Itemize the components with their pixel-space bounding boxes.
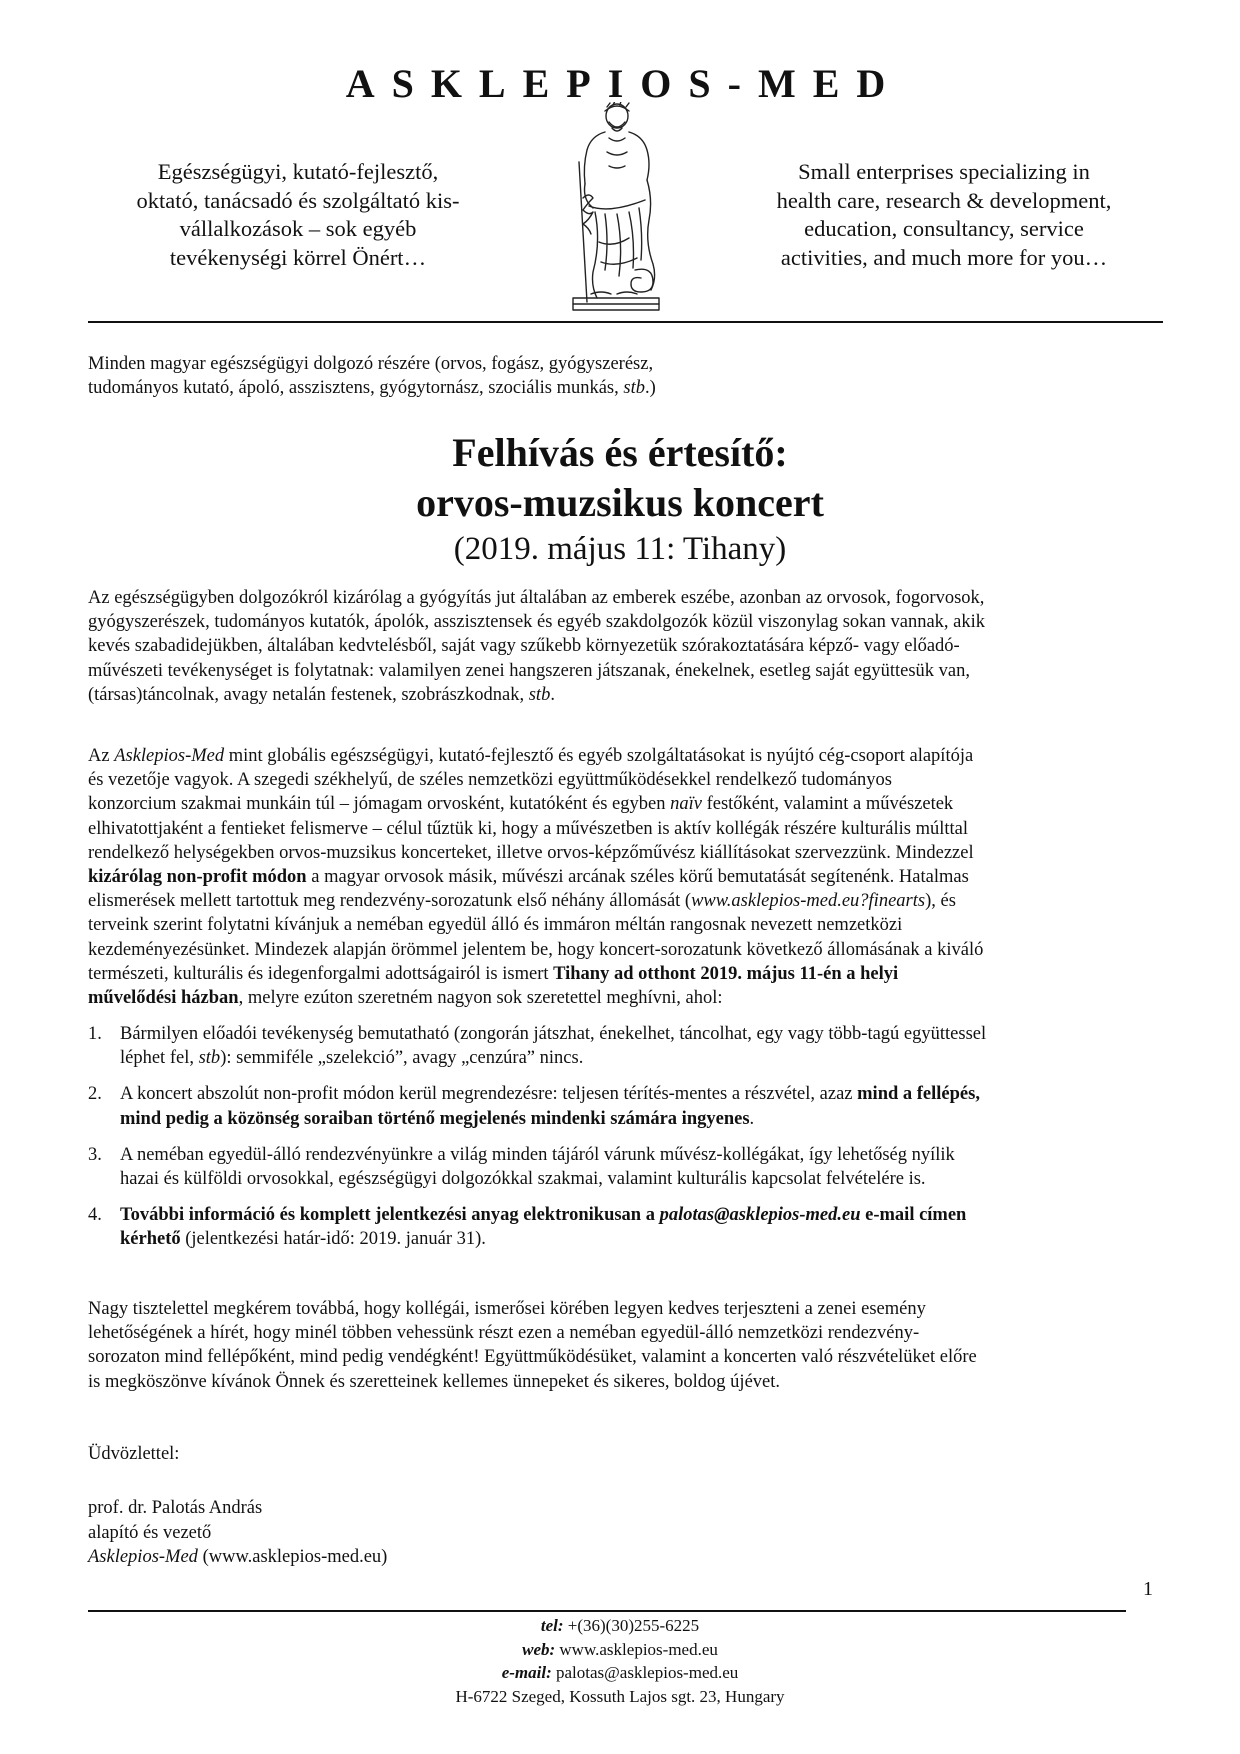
- paragraph-intro: Az egészségügyben dolgozókról kizárólag a gyógyítás jut általában az emberek eszébe, azonban az orvosok, fogorvosok, gyógyszerészek, tudományos kutatók, ápolók, asszisztensek és egyéb szakdolgozók közül viszonylag sokan vannak, akik kevés szabadidejükben, általában kedvtelésből, saját vagy szűkebb környezetük szórakoztatására képző- vagy előadó- művészeti tevékenységet is folytatnak: valamilyen zenei hangszeren játszanak, énekelnek, esetleg saját együttesük van, (társas)táncolnak, avagy netalán festenek, szobrászkodnak, stb.: [88, 588, 986, 705]
- paragraph-organization: Az Asklepios-Med mint globális egészségügyi, kutató-fejlesztő és egyéb szolgáltatásokat is nyújtó cég-csoport alapítója és vezetője vagyok. A szegedi székhelyű, de széles nemzetközi együttműködésekkel rendelkező tudományos konzorcium szakmai munkáin túl – jómagam orvosként, kutatóként és egyben naïv festőként, valamint a művészetek elhivatottjaként a fentieket felismerve – célul tűztük ki, hogy a művészetben is aktív kollégák részére kulturális múlttal rendelkező helységekben orvos-muzsikus koncerteket, illetve orvos-képzőművész kiállításokat szervezzünk. Mindezzel kizárólag non-profit módon a magyar orvosok másik, művészi arcának széles körű bemutatását segítenénk. Hatalmas elismerések mellett tartottuk meg rendezvény-sorozatunk első néhány állomását (www.asklepios-med.eu?finearts), és terveink szerint folytatni kívánjuk a neméban egyedül álló és immáron méltán rangosnak nevezett nemzetközi kezdeményezésünket. Mindezek alapján örömmel jelentem be, hogy koncert-sorozatunk következő állomásának a kiváló természeti, kulturális és idegenforgalmi adottságairól is ismert Tihany ad otthont 2019. május 11-én a helyi művelődési házban, melyre ezúton szeretném nagyon sok szeretettel meghívni, ahol:: [88, 746, 984, 1009]
- tagline-line: health care, research & development,: [776, 187, 1112, 213]
- audience-line: Minden magyar egészségügyi dolgozó részére (orvos, fogász, gyógyszerész,: [88, 354, 654, 374]
- asklepios-statue-icon: [565, 102, 670, 314]
- paragraph-closing: Nagy tisztelettel megkérem továbbá, hogy kollégái, ismerősei körében legyen kedves terjeszteni a zenei esemény lehetőségének a hírét, hogy minél többen vehessünk részt ezen a neméban egyedül-álló nemzetközi rendezvény- sorozaton mind fellépőként, mind pedig vendégként! Együttműködésüket, valamint a koncerten való részvételüket előre is megköszönve kívánok Önnek és szeretteinek kellemes ünnepeket és sikeres, boldog újévet.: [88, 1299, 977, 1392]
- signer-role: alapító és vezető: [88, 1522, 212, 1543]
- page-number: 1: [1143, 1578, 1153, 1600]
- brand-title: ASKLEPIOS-MED: [345, 61, 903, 106]
- footer-web: web: www.asklepios-med.eu: [522, 1639, 718, 1659]
- list-item: 1. Bármilyen előadói tevékenység bemutatható (zongorán játszhat, énekelhet, táncolhat, egy vagy több-tagú együttessel léphet fel, stb): semmiféle „szelekció”, avagy „cenzúra” nincs.: [88, 1024, 987, 1069]
- footer-address: H-6722 Szeged, Kossuth Lajos sgt. 23, Hungary: [455, 1686, 785, 1706]
- footer-email-link[interactable]: palotas@asklepios-med.eu: [551, 1663, 739, 1682]
- signer-name: prof. dr. Palotás András: [88, 1498, 263, 1518]
- tagline-line: tevékenységi körrel Önért…: [169, 244, 427, 270]
- tagline-hungarian: [88, 158, 508, 272]
- document-title: [0, 428, 1240, 570]
- footer-divider: [88, 1610, 1126, 1612]
- audience-note: [88, 352, 1163, 400]
- header-divider: [88, 321, 1163, 323]
- signature-block: [88, 1496, 387, 1570]
- finearts-link[interactable]: www.asklepios-med.eu?finearts: [691, 891, 926, 912]
- list-item: 4. További információ és komplett jelentkezési anyag elektronikusan a palotas@asklepios-med.eu e-mail címen kérhető (jelentkezési határ-idő: 2019. január 31).: [88, 1205, 967, 1250]
- tagline-english: [723, 158, 1165, 272]
- tagline-line: Egészségügyi, kutató-fejlesztő,: [157, 159, 439, 184]
- greeting: Üdvözlettel:: [88, 1444, 180, 1464]
- list-item: 2. A koncert abszolút non-profit módon kerül megrendezésre: teljesen térítés-mentes a részvétel, azaz mind a fellépés, mind pedig a közönség soraiban történő megjelenés mindenki számára ingyenes.: [88, 1084, 980, 1129]
- list-item: 3. A neméban egyedül-álló rendezvényünkre a világ minden tájáról várunk művész-kollégákat, így lehetőség nyílik hazai és külföldi orvosokkal, egészségügyi dolgozókkal szakmai, valamint kulturális kapcsolat felvételére is.: [88, 1144, 955, 1190]
- title-line-1: Felhívás és értesítő:: [452, 430, 788, 475]
- tagline-line: oktató, tanácsadó és szolgáltató kis-: [136, 187, 460, 213]
- footer-contact: [0, 1614, 1240, 1708]
- conditions-list: [88, 1022, 1163, 1264]
- signer-organization: Asklepios-Med (www.asklepios-med.eu): [88, 1547, 388, 1567]
- tagline-line: activities, and much more for you…: [780, 244, 1108, 270]
- footer-phone: tel: +(36)(30)255-6225: [540, 1616, 700, 1635]
- title-line-2: orvos-muzsikus koncert: [416, 480, 824, 525]
- tagline-line: vállalkozások – sok egyéb: [179, 216, 417, 241]
- tagline-line: education, consultancy, service: [804, 216, 1084, 241]
- footer-web-link[interactable]: www.asklepios-med.eu: [555, 1639, 718, 1659]
- tagline-line: Small enterprises specializing in: [798, 159, 1090, 184]
- footer-email: e-mail: palotas@asklepios-med.eu: [501, 1663, 739, 1682]
- title-date-location: (2019. május 11: Tihany): [453, 531, 787, 567]
- audience-line: tudományos kutató, ápoló, asszisztens, gyógytornász, szociális munkás, stb.): [88, 378, 656, 398]
- contact-email-link[interactable]: palotas@asklepios-med.eu: [659, 1205, 861, 1226]
